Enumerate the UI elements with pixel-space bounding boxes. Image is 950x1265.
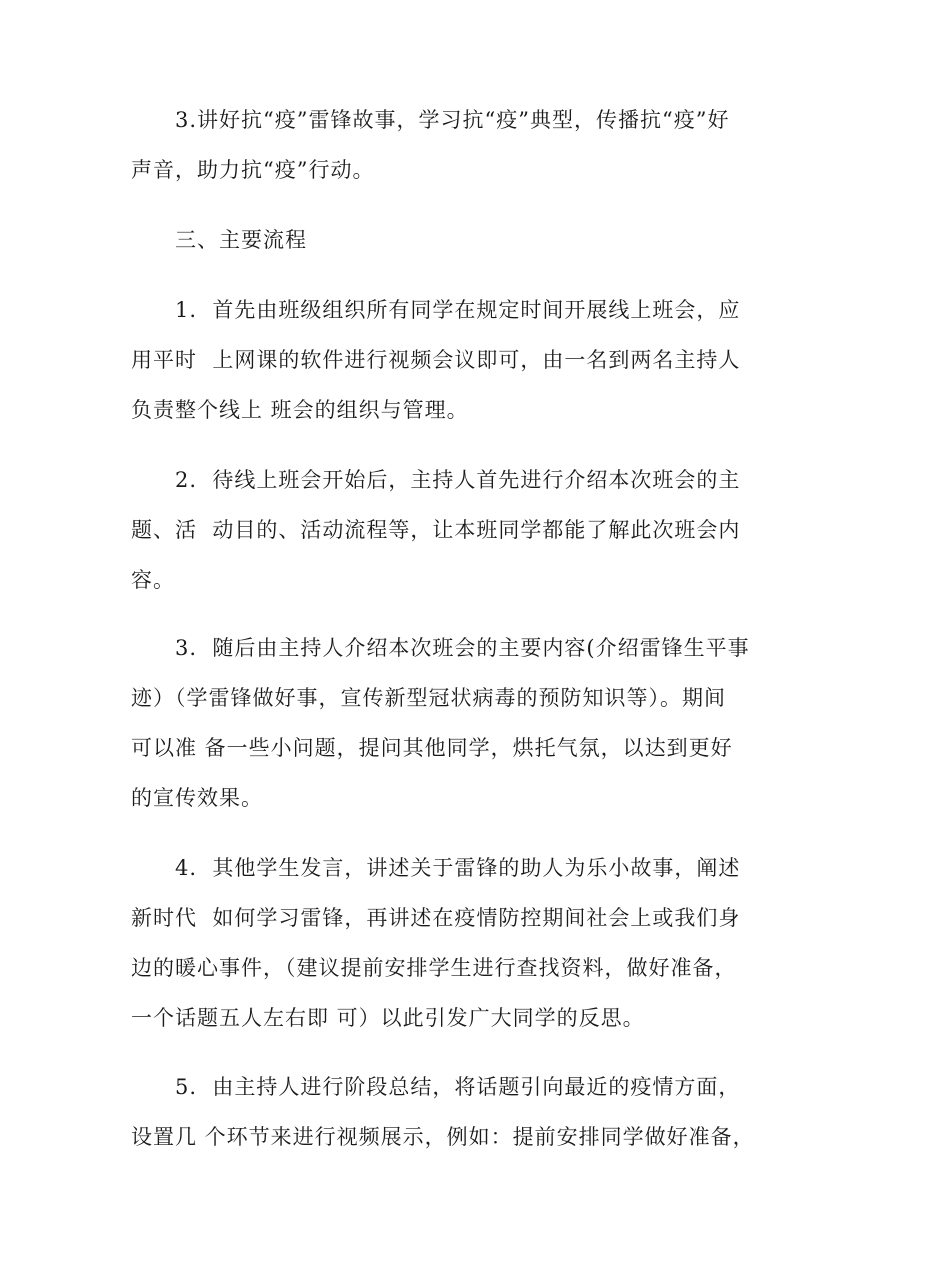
text-line: 题、活 动目的、活动流程等，让本班同学都能了解此次班会内 [131, 518, 741, 542]
text-line: 2. 待线上班会开始后，主持人首先进行介绍本次班会的主 [175, 468, 741, 492]
text-line: 设置几 个环节来进行视频展示，例如：提前安排同学做好准备， [131, 1125, 755, 1149]
text-line: 1. 首先由班级组织所有同学在规定时间开展线上班会，应 [175, 298, 741, 322]
text-line: 用平时 上网课的软件进行视频会议即可，由一名到两名主持人 [131, 348, 741, 372]
section-heading: 三、主要流程 [175, 228, 307, 252]
text-line: 4. 其他学生发言，讲述关于雷锋的助人为乐小故事，阐述 [175, 856, 741, 880]
text-line: 可以准 备一些小问题，提问其他同学，烘托气氛，以达到更好 [131, 736, 733, 760]
text-line: 3.讲好抗“疫”雷锋故事，学习抗“疫”典型，传播抗“疫”好 [175, 108, 730, 132]
text-line: 一个话题五人左右即 可）以此引发广大同学的反思。 [131, 1006, 645, 1030]
text-line: 新时代 如何学习雷锋，再讲述在疫情防控期间社会上或我们身 [131, 906, 741, 930]
text-line: 3. 随后由主持人介绍本次班会的主要内容(介绍雷锋生平事 [175, 636, 750, 660]
text-line: 容。 [131, 568, 175, 592]
text-line: 负责整个线上 班会的组织与管理。 [131, 398, 469, 422]
text-line: 迹）（学雷锋做好事，宣传新型冠状病毒的预防知识等）。期间 [131, 686, 726, 710]
text-line: 5. 由主持人进行阶段总结，将话题引向最近的疫情方面， [175, 1075, 741, 1099]
text-line: 的宣传效果。 [131, 786, 263, 810]
text-line: 边的暖心事件，（建议提前安排学生进行查找资料，做好准备， [131, 956, 737, 980]
text-line: 声音，助力抗“疫”行动。 [131, 158, 375, 182]
